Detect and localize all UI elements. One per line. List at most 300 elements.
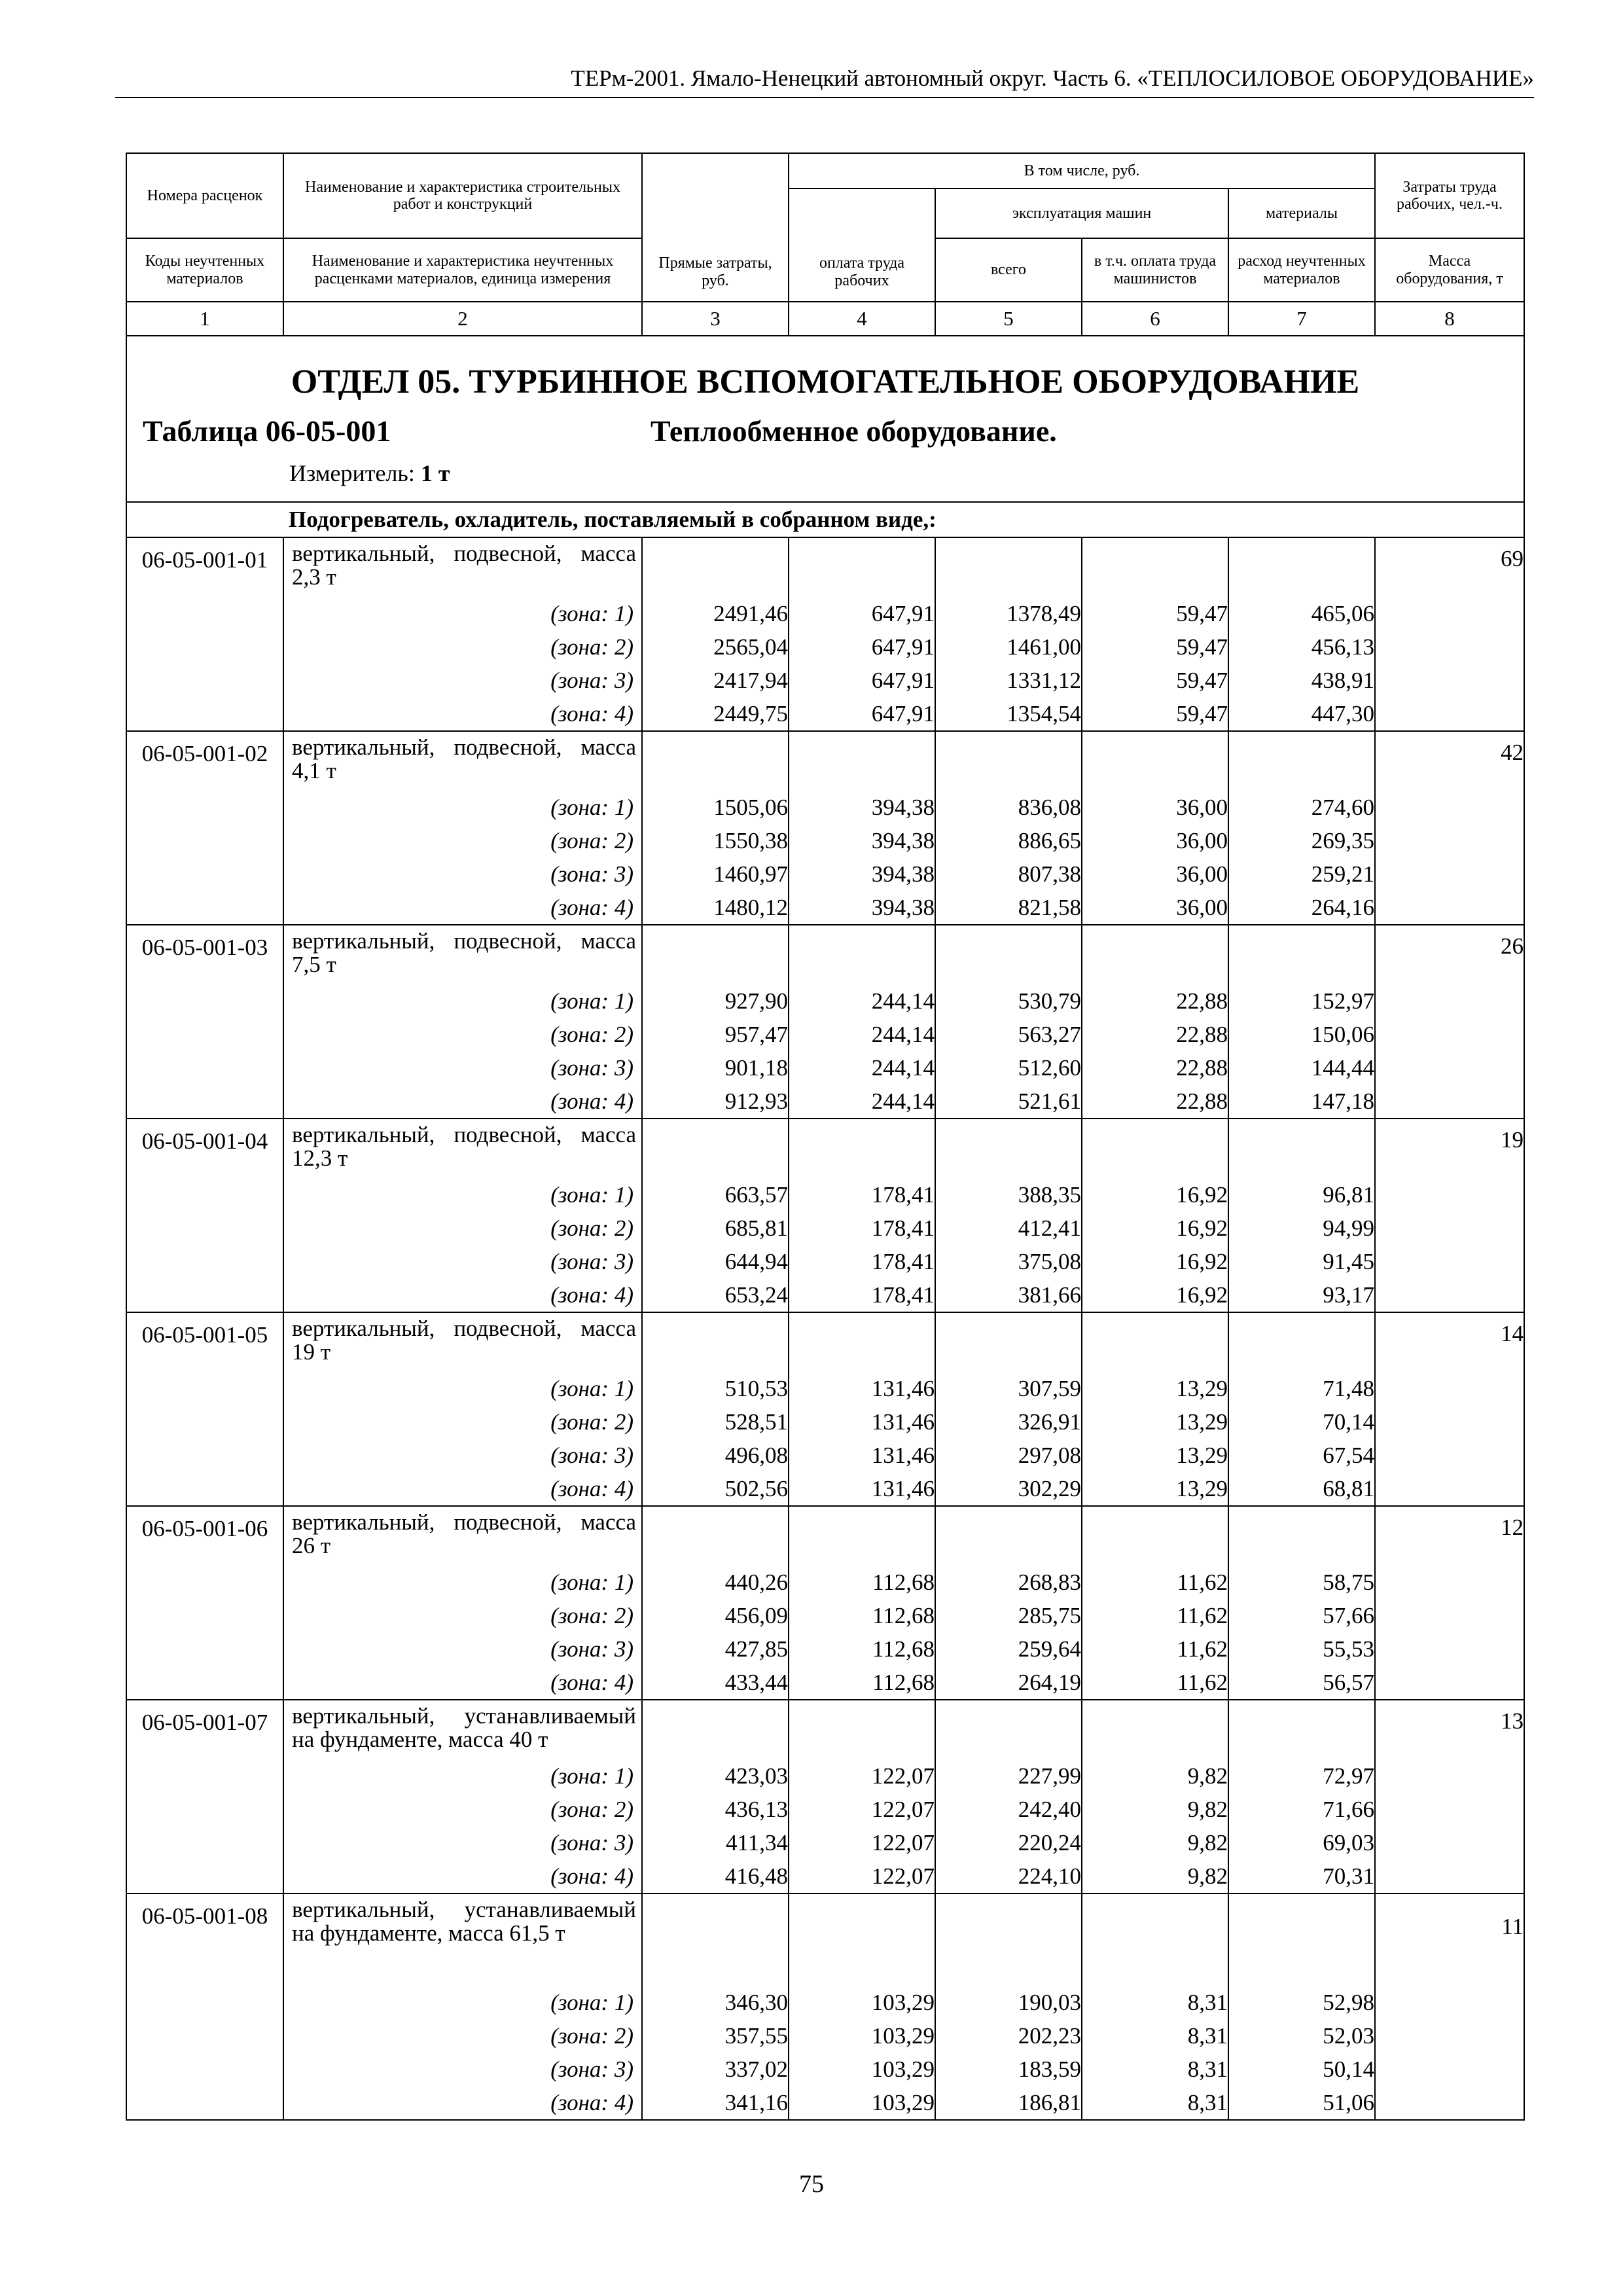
zone-wage: 244,14 <box>871 988 935 1014</box>
labor-cell <box>1375 1119 1524 1312</box>
col5-header: всего <box>935 238 1082 302</box>
zone-direct: 957,47 <box>724 1022 788 1047</box>
value-cell-direct <box>642 925 789 1119</box>
col4-header: оплата труда рабочих <box>789 188 935 302</box>
value-cell-mach_wage <box>1082 1312 1228 1506</box>
col6-header: в т.ч. оплата труда машинистов <box>1082 238 1228 302</box>
zone-mach: 259,64 <box>1018 1636 1081 1662</box>
value-cell-mach_wage <box>1082 1506 1228 1700</box>
labor-value: 13 <box>1501 1708 1524 1734</box>
col8-header-top: Затраты труда рабочих, чел.-ч. <box>1376 154 1524 239</box>
zone-wage: 244,14 <box>871 1022 935 1047</box>
zone-mach_wage: 13,29 <box>1176 1443 1228 1468</box>
zone-wage: 394,38 <box>871 861 935 887</box>
zone-wage: 103,29 <box>871 1990 935 2015</box>
table-row <box>126 1119 1524 1312</box>
zone-mat: 57,66 <box>1323 1603 1374 1628</box>
zone-zone: (зона: 3) <box>550 1830 633 1856</box>
zone-mach: 190,03 <box>1018 1990 1081 2015</box>
labor-cell <box>1375 731 1524 925</box>
zone-zone: (зона: 1) <box>550 1182 633 1208</box>
item-description: вертикальный, подвесной, масса 26 т <box>292 1509 636 1558</box>
zone-direct: 427,85 <box>724 1636 788 1662</box>
item-description-cell <box>283 1312 642 1506</box>
section-row <box>126 336 1524 502</box>
zone-zone: (зона: 2) <box>550 1022 633 1047</box>
zone-wage: 131,46 <box>871 1443 935 1468</box>
labor-cell <box>1375 925 1524 1119</box>
colnum: 4 <box>789 302 935 336</box>
zone-zone: (зона: 3) <box>550 1249 633 1274</box>
zone-direct: 685,81 <box>724 1215 788 1241</box>
table-title: Теплообменное оборудование. <box>651 414 1057 448</box>
labor-value: 14 <box>1501 1321 1524 1346</box>
zone-wage: 122,07 <box>871 1863 935 1889</box>
value-cell-mach_wage <box>1082 1700 1228 1893</box>
table-row <box>126 1893 1524 2120</box>
value-cell-direct <box>642 1700 789 1893</box>
zone-direct: 528,51 <box>724 1409 788 1435</box>
zone-mach: 326,91 <box>1018 1409 1081 1435</box>
labor-cell <box>1375 1312 1524 1506</box>
section-block <box>126 336 1524 502</box>
zone-mach_wage: 59,47 <box>1176 668 1228 693</box>
zone-zone: (зона: 2) <box>550 1603 633 1628</box>
zone-mach_wage: 8,31 <box>1187 2056 1228 2082</box>
value-cell-direct <box>642 1893 789 2120</box>
zone-mach: 186,81 <box>1018 2090 1081 2115</box>
zone-zone: (зона: 4) <box>550 1088 633 1114</box>
zone-mach: 220,24 <box>1018 1830 1081 1856</box>
zone-wage: 131,46 <box>871 1409 935 1435</box>
zone-mat: 93,17 <box>1323 1282 1374 1308</box>
zone-mach: 388,35 <box>1018 1182 1081 1208</box>
item-description: вертикальный, подвесной, масса 7,5 т <box>292 928 636 977</box>
value-cell-mat <box>1228 1700 1375 1893</box>
rate-code: 06-05-001-07 <box>126 1700 283 1893</box>
zone-mach_wage: 13,29 <box>1176 1476 1228 1501</box>
col1-header-bottom: Коды неучтенных материалов <box>145 253 265 287</box>
zone-zone: (зона: 2) <box>550 828 633 853</box>
zone-mat: 144,44 <box>1311 1055 1374 1081</box>
zone-mat: 94,99 <box>1323 1215 1374 1241</box>
table-row <box>126 1506 1524 1700</box>
zone-mach: 521,61 <box>1018 1088 1081 1114</box>
zone-direct: 1505,06 <box>713 795 788 820</box>
value-cell-wage <box>789 1312 935 1506</box>
zone-mach: 821,58 <box>1018 895 1081 920</box>
value-cell-mach_wage <box>1082 731 1228 925</box>
zone-mat: 50,14 <box>1323 2056 1374 2082</box>
labor-value: 11 <box>1501 1914 1524 1939</box>
zone-mach: 285,75 <box>1018 1603 1081 1628</box>
zone-direct: 1550,38 <box>713 828 788 853</box>
zone-mach: 530,79 <box>1018 988 1081 1014</box>
zone-zone: (зона: 4) <box>550 2090 633 2115</box>
zone-mach_wage: 11,62 <box>1177 1570 1228 1595</box>
value-cell-mat <box>1228 537 1375 731</box>
zone-zone: (зона: 2) <box>550 2023 633 2049</box>
zone-mach: 1354,54 <box>1007 701 1081 726</box>
zone-mach: 563,27 <box>1018 1022 1081 1047</box>
zone-zone: (зона: 1) <box>550 795 633 820</box>
zone-zone: (зона: 1) <box>550 1570 633 1595</box>
zone-zone: (зона: 3) <box>550 1055 633 1081</box>
value-cell-direct <box>642 731 789 925</box>
zone-direct: 341,16 <box>724 2090 788 2115</box>
labor-cell <box>1375 1700 1524 1893</box>
zone-direct: 440,26 <box>724 1570 788 1595</box>
item-description: вертикальный, подвесной, масса 2,3 т <box>292 541 636 590</box>
item-description-cell <box>283 1893 642 2120</box>
rate-code: 06-05-001-03 <box>126 925 283 1119</box>
zone-mach: 1331,12 <box>1007 668 1081 693</box>
zone-zone: (зона: 3) <box>550 861 633 887</box>
zone-direct: 423,03 <box>724 1763 788 1789</box>
value-cell-mat <box>1228 1119 1375 1312</box>
zone-mat: 91,45 <box>1323 1249 1374 1274</box>
zone-mat: 51,06 <box>1323 2090 1374 2115</box>
zone-mach_wage: 22,88 <box>1176 1055 1228 1081</box>
value-cell-mach_wage <box>1082 925 1228 1119</box>
zone-mach_wage: 36,00 <box>1176 828 1228 853</box>
value-cell-wage <box>789 1893 935 2120</box>
zone-wage: 112,68 <box>872 1670 935 1695</box>
zone-direct: 502,56 <box>724 1476 788 1501</box>
value-cell-wage <box>789 1506 935 1700</box>
zone-direct: 411,34 <box>726 1830 788 1856</box>
col8-header-bottom: Масса оборудования, т <box>1396 253 1503 287</box>
rates-table <box>126 152 1525 2121</box>
value-cell-mat <box>1228 731 1375 925</box>
colnum: 3 <box>642 302 789 336</box>
value-cell-mat <box>1228 1312 1375 1506</box>
labor-value: 42 <box>1501 740 1524 765</box>
running-header: ТЕРм-2001. Ямало-Ненецкий автономный округ. Часть 6. «ТЕПЛОСИЛОВОЕ ОБОРУДОВАНИЕ» <box>115 65 1534 98</box>
zone-mach: 242,40 <box>1018 1797 1081 1822</box>
zone-zone: (зона: 3) <box>550 668 633 693</box>
zone-zone: (зона: 2) <box>550 1409 633 1435</box>
zone-mach_wage: 22,88 <box>1176 1088 1228 1114</box>
zone-mach_wage: 22,88 <box>1176 1022 1228 1047</box>
rate-code: 06-05-001-02 <box>126 731 283 925</box>
col7-header: расход неучтенных материалов <box>1228 238 1375 302</box>
column-numbers-row <box>126 302 1524 336</box>
zone-mach: 1461,00 <box>1007 634 1081 660</box>
table-row <box>126 925 1524 1119</box>
value-cell-mach <box>935 1893 1082 2120</box>
zone-direct: 436,13 <box>724 1797 788 1822</box>
zone-wage: 131,46 <box>871 1376 935 1401</box>
zone-direct: 357,55 <box>724 2023 788 2049</box>
zone-mat: 52,03 <box>1323 2023 1374 2049</box>
labor-cell <box>1375 1893 1524 2120</box>
zone-direct: 496,08 <box>724 1443 788 1468</box>
value-cell-direct <box>642 1506 789 1700</box>
zone-mat: 438,91 <box>1311 668 1374 693</box>
value-cell-mach <box>935 1312 1082 1506</box>
zone-mach: 268,83 <box>1018 1570 1081 1595</box>
zone-mach_wage: 11,62 <box>1177 1603 1228 1628</box>
labor-value: 69 <box>1501 546 1524 571</box>
zone-mach_wage: 8,31 <box>1187 2023 1228 2049</box>
zone-mach: 886,65 <box>1018 828 1081 853</box>
value-cell-wage <box>789 731 935 925</box>
zone-mat: 68,81 <box>1323 1476 1374 1501</box>
zone-wage: 244,14 <box>871 1088 935 1114</box>
value-cell-direct <box>642 1312 789 1506</box>
page-number: 75 <box>799 2170 824 2198</box>
item-description-cell <box>283 1700 642 1893</box>
zone-mat: 71,66 <box>1323 1797 1374 1822</box>
value-cell-mach <box>935 1506 1082 1700</box>
item-description-cell <box>283 731 642 925</box>
zone-wage: 178,41 <box>871 1249 935 1274</box>
zone-zone: (зона: 4) <box>550 701 633 726</box>
value-cell-mach <box>935 925 1082 1119</box>
unit-label: Измеритель: <box>289 460 415 486</box>
labor-value: 12 <box>1501 1515 1524 1540</box>
machines-header: эксплуатация машин <box>935 188 1228 238</box>
labor-value: 19 <box>1501 1127 1524 1153</box>
zone-wage: 178,41 <box>871 1215 935 1241</box>
value-cell-mach_wage <box>1082 1893 1228 2120</box>
unit-value: 1 т <box>420 460 450 486</box>
zone-mach_wage: 36,00 <box>1176 895 1228 920</box>
zone-mach_wage: 59,47 <box>1176 601 1228 626</box>
zone-direct: 456,09 <box>724 1603 788 1628</box>
table-label: Таблица 06-05-001 <box>143 414 391 448</box>
zone-wage: 647,91 <box>871 668 935 693</box>
colnum: 6 <box>1082 302 1228 336</box>
zone-wage: 103,29 <box>871 2090 935 2115</box>
zone-direct: 433,44 <box>724 1670 788 1695</box>
zone-wage: 112,68 <box>872 1603 935 1628</box>
zone-wage: 647,91 <box>871 701 935 726</box>
zone-direct: 927,90 <box>724 988 788 1014</box>
value-cell-mat <box>1228 925 1375 1119</box>
value-cell-mach_wage <box>1082 1119 1228 1312</box>
materials-header: материалы <box>1228 188 1375 238</box>
zone-mat: 456,13 <box>1311 634 1374 660</box>
colnum: 5 <box>935 302 1082 336</box>
zone-direct: 2565,04 <box>713 634 788 660</box>
zone-wage: 394,38 <box>871 795 935 820</box>
item-description: вертикальный, подвесной, масса 12,3 т <box>292 1122 636 1171</box>
col3-header: Прямые затраты, руб. <box>642 153 789 302</box>
zone-direct: 2417,94 <box>713 668 788 693</box>
incl-header: В том числе, руб. <box>789 153 1375 188</box>
zone-wage: 178,41 <box>871 1282 935 1308</box>
zone-mat: 96,81 <box>1323 1182 1374 1208</box>
item-description: вертикальный, устанавливаемый на фундаменте, масса 40 т <box>292 1703 636 1752</box>
col1-header <box>126 153 283 302</box>
zone-mach: 412,41 <box>1018 1215 1081 1241</box>
zone-mat: 274,60 <box>1311 795 1374 820</box>
value-cell-mach <box>935 537 1082 731</box>
department-title: ОТДЕЛ 05. ТУРБИННОЕ ВСПОМОГАТЕЛЬНОЕ ОБОРУДОВАНИЕ <box>291 363 1360 401</box>
zone-mat: 56,57 <box>1323 1670 1374 1695</box>
value-cell-direct <box>642 537 789 731</box>
zone-zone: (зона: 4) <box>550 1863 633 1889</box>
value-cell-wage <box>789 537 935 731</box>
zone-wage: 122,07 <box>871 1830 935 1856</box>
zone-zone: (зона: 1) <box>550 1376 633 1401</box>
zone-mach_wage: 59,47 <box>1176 634 1228 660</box>
zone-mach_wage: 9,82 <box>1187 1797 1228 1822</box>
zone-mach: 224,10 <box>1018 1863 1081 1889</box>
zone-direct: 644,94 <box>724 1249 788 1274</box>
zone-direct: 663,57 <box>724 1182 788 1208</box>
zone-wage: 394,38 <box>871 828 935 853</box>
zone-direct: 346,30 <box>724 1990 788 2015</box>
zone-direct: 337,02 <box>724 2056 788 2082</box>
group-title: Подогреватель, охладитель, поставляемый в собранном виде,: <box>283 502 1524 537</box>
labor-value: 26 <box>1501 933 1524 959</box>
item-description-cell <box>283 1119 642 1312</box>
zone-zone: (зона: 1) <box>550 601 633 626</box>
zone-mach_wage: 16,92 <box>1176 1182 1228 1208</box>
zone-mat: 52,98 <box>1323 1990 1374 2015</box>
zone-mat: 69,03 <box>1323 1830 1374 1856</box>
col2-header <box>283 153 642 302</box>
value-cell-mach <box>935 1119 1082 1312</box>
zone-mach_wage: 36,00 <box>1176 795 1228 820</box>
rate-code: 06-05-001-04 <box>126 1119 283 1312</box>
item-description: вертикальный, подвесной, масса 19 т <box>292 1316 636 1365</box>
zone-mach_wage: 11,62 <box>1177 1636 1228 1662</box>
zone-mat: 152,97 <box>1311 988 1374 1014</box>
zone-direct: 416,48 <box>724 1863 788 1889</box>
value-cell-mat <box>1228 1893 1375 2120</box>
table-row <box>126 1312 1524 1506</box>
zone-zone: (зона: 4) <box>550 1476 633 1501</box>
zone-wage: 647,91 <box>871 634 935 660</box>
zone-zone: (зона: 3) <box>550 1443 633 1468</box>
zone-mat: 70,14 <box>1323 1409 1374 1435</box>
zone-mat: 55,53 <box>1323 1636 1374 1662</box>
zone-mach_wage: 9,82 <box>1187 1830 1228 1856</box>
zone-mach_wage: 16,92 <box>1176 1282 1228 1308</box>
item-description: вертикальный, подвесной, масса 4,1 т <box>292 734 636 783</box>
zone-mat: 58,75 <box>1323 1570 1374 1595</box>
zone-mach_wage: 11,62 <box>1177 1670 1228 1695</box>
zone-direct: 1460,97 <box>713 861 788 887</box>
zone-mach_wage: 8,31 <box>1187 1990 1228 2015</box>
zone-wage: 112,68 <box>872 1570 935 1595</box>
unit-line <box>289 459 450 487</box>
zone-direct: 912,93 <box>724 1088 788 1114</box>
item-description-cell <box>283 925 642 1119</box>
colnum: 1 <box>126 302 283 336</box>
zone-wage: 122,07 <box>871 1797 935 1822</box>
zone-zone: (зона: 1) <box>550 1763 633 1789</box>
zone-zone: (зона: 4) <box>550 1670 633 1695</box>
zone-wage: 131,46 <box>871 1476 935 1501</box>
zone-direct: 2449,75 <box>713 701 788 726</box>
zone-mat: 150,06 <box>1311 1022 1374 1047</box>
item-description: вертикальный, устанавливаемый на фундаменте, масса 61,5 т <box>292 1897 636 1946</box>
zone-zone: (зона: 2) <box>550 634 633 660</box>
zone-direct: 901,18 <box>724 1055 788 1081</box>
table-row <box>126 731 1524 925</box>
table-row <box>126 1700 1524 1893</box>
value-cell-wage <box>789 1700 935 1893</box>
zone-mach_wage: 59,47 <box>1176 701 1228 726</box>
zone-mach_wage: 9,82 <box>1187 1863 1228 1889</box>
zone-zone: (зона: 3) <box>550 1636 633 1662</box>
zone-wage: 647,91 <box>871 601 935 626</box>
colnum: 7 <box>1228 302 1375 336</box>
header-row-1 <box>126 153 1524 188</box>
zone-mat: 264,16 <box>1311 895 1374 920</box>
zone-mach: 264,19 <box>1018 1670 1081 1695</box>
zone-mach: 297,08 <box>1018 1443 1081 1468</box>
item-description-cell <box>283 537 642 731</box>
col1-header-top: Номера расценок <box>127 154 283 239</box>
zone-zone: (зона: 1) <box>550 988 633 1014</box>
value-cell-mach <box>935 731 1082 925</box>
col2-header-bottom: Наименование и характеристика неучтенных расценками материалов, единица измерения <box>312 253 614 287</box>
zone-zone: (зона: 2) <box>550 1797 633 1822</box>
colnum: 2 <box>283 302 642 336</box>
zone-mat: 72,97 <box>1323 1763 1374 1789</box>
value-cell-direct <box>642 1119 789 1312</box>
zone-mach: 202,23 <box>1018 2023 1081 2049</box>
zone-mach_wage: 8,31 <box>1187 2090 1228 2115</box>
zone-mach_wage: 16,92 <box>1176 1249 1228 1274</box>
zone-mach: 302,29 <box>1018 1476 1081 1501</box>
zone-wage: 122,07 <box>871 1763 935 1789</box>
col8-header <box>1375 153 1524 302</box>
zone-zone: (зона: 3) <box>550 2056 633 2082</box>
zone-mat: 447,30 <box>1311 701 1374 726</box>
zone-wage: 394,38 <box>871 895 935 920</box>
zone-zone: (зона: 2) <box>550 1215 633 1241</box>
zone-wage: 103,29 <box>871 2023 935 2049</box>
item-description-cell <box>283 1506 642 1700</box>
zone-wage: 178,41 <box>871 1182 935 1208</box>
labor-cell <box>1375 537 1524 731</box>
zone-mach: 183,59 <box>1018 2056 1081 2082</box>
rate-code: 06-05-001-06 <box>126 1506 283 1700</box>
value-cell-mach_wage <box>1082 537 1228 731</box>
zone-wage: 112,68 <box>872 1636 935 1662</box>
zone-wage: 244,14 <box>871 1055 935 1081</box>
zone-direct: 510,53 <box>724 1376 788 1401</box>
zone-wage: 103,29 <box>871 2056 935 2082</box>
zone-zone: (зона: 4) <box>550 1282 633 1308</box>
labor-cell <box>1375 1506 1524 1700</box>
table-row <box>126 537 1524 731</box>
zone-mach: 375,08 <box>1018 1249 1081 1274</box>
value-cell-wage <box>789 925 935 1119</box>
zone-mach_wage: 36,00 <box>1176 861 1228 887</box>
zone-mach_wage: 13,29 <box>1176 1409 1228 1435</box>
zone-mat: 465,06 <box>1311 601 1374 626</box>
rate-code: 06-05-001-05 <box>126 1312 283 1506</box>
group-row <box>126 502 1524 537</box>
zone-mach: 836,08 <box>1018 795 1081 820</box>
value-cell-mach <box>935 1700 1082 1893</box>
zone-zone: (зона: 1) <box>550 1990 633 2015</box>
rate-code: 06-05-001-01 <box>126 537 283 731</box>
zone-mach: 227,99 <box>1018 1763 1081 1789</box>
zone-mat: 71,48 <box>1323 1376 1374 1401</box>
rate-code: 06-05-001-08 <box>126 1893 283 2120</box>
colnum: 8 <box>1375 302 1524 336</box>
zone-zone: (зона: 4) <box>550 895 633 920</box>
